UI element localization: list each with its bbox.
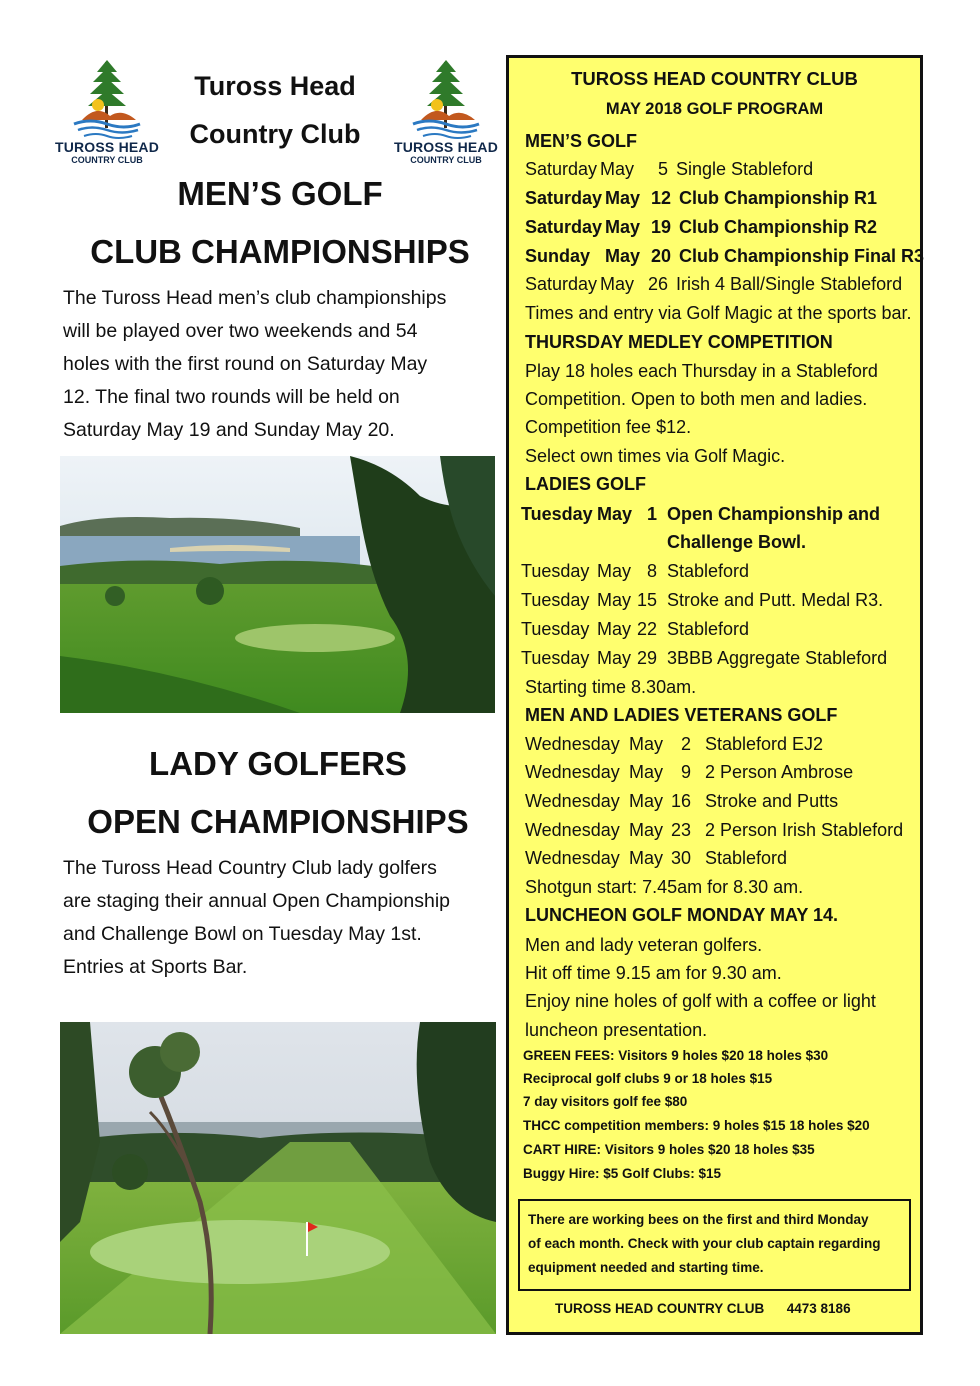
mens-golf-note: Times and entry via Golf Magic at the sports bar. [525, 303, 912, 323]
event-day: Sunday [525, 246, 591, 266]
fees-line: Reciprocal golf clubs 9 or 18 holes $15 [523, 1071, 773, 1086]
event-name: Stableford EJ2 [705, 734, 824, 754]
thursday-line: Competition fee $12. [525, 417, 692, 437]
notice-line: of each month. Check with your club captain regarding [528, 1236, 881, 1251]
club-logo-right [391, 58, 501, 168]
event-name: Club Championship R1 [679, 188, 877, 208]
luncheon-line: luncheon presentation. [525, 1020, 708, 1040]
schedule-row [521, 557, 749, 585]
event-day: Tuesday [521, 648, 590, 668]
event-month: May [600, 274, 635, 294]
logo-text-line2: COUNTRY CLUB [410, 155, 482, 165]
event-month: May [597, 561, 632, 581]
schedule-row [521, 615, 749, 643]
event-date: 30 [670, 848, 691, 868]
mens-golf-heading: MEN’S GOLF [525, 131, 637, 151]
event-name: Single Stableford [676, 159, 814, 179]
paragraph-line: Entries at Sports Bar. [63, 956, 248, 978]
event-day: Tuesday [521, 590, 590, 610]
event-name: Stableford [705, 848, 788, 868]
ladies-championships-heading [38, 735, 518, 851]
fees-line: GREEN FEES: Visitors 9 holes $20 18 holes $30 [523, 1048, 829, 1063]
event-day: Saturday [525, 188, 603, 208]
golf-program-panel [506, 55, 923, 1335]
schedule-row [521, 500, 880, 528]
ladies-golf-note: Starting time 8.30am. [525, 677, 697, 697]
fees-line: 7 day visitors golf fee $80 [523, 1094, 688, 1109]
event-date: 19 [650, 217, 671, 237]
fees-line: THCC competition members: 9 holes $15 18 holes $20 [523, 1118, 870, 1133]
panel-footer: TUROSS HEAD COUNTRY CLUB 4473 8186 [555, 1301, 851, 1316]
luncheon-heading: LUNCHEON GOLF MONDAY MAY 14. [525, 905, 839, 925]
event-month: May [597, 590, 632, 610]
notice-line: There are working bees on the first and third Monday [528, 1212, 869, 1227]
ladies-golf-heading: LADIES GOLF [525, 474, 646, 494]
working-bees-notice [518, 1199, 911, 1291]
mens-championships-heading [40, 165, 520, 281]
paragraph-line: will be played over two weekends and 54 [63, 320, 418, 342]
event-date: 12 [650, 188, 671, 208]
notice-line: equipment needed and starting time. [528, 1260, 764, 1275]
event-day: Tuesday [521, 561, 590, 581]
golf-fairway-flag-photo [60, 1022, 496, 1334]
event-date: 20 [650, 246, 671, 266]
logo-text-line1: TUROSS HEAD [54, 139, 160, 155]
event-date: 22 [637, 619, 658, 639]
schedule-row [525, 758, 853, 786]
ladies-heading-line1: LADY GOLFERS [149, 745, 407, 782]
event-day: Wednesday [525, 734, 620, 754]
event-name: 2 Person Ambrose [705, 762, 854, 782]
veterans-note: Shotgun start: 7.45am for 8.30 am. [525, 877, 804, 897]
event-month: May [597, 619, 632, 639]
event-month: May [629, 762, 664, 782]
schedule-row [525, 155, 813, 183]
program-subtitle: MAY 2018 GOLF PROGRAM [605, 100, 824, 118]
thursday-line: Competition. Open to both men and ladies. [525, 389, 868, 409]
schedule-row [525, 730, 823, 758]
event-name: Stroke and Putt. Medal R3. [667, 590, 884, 610]
event-month: May [629, 848, 664, 868]
event-name: 2 Person Irish Stableford [705, 820, 904, 840]
event-name: 3BBB Aggregate Stableford [667, 648, 888, 668]
schedule-row [525, 270, 902, 298]
ladies-championships-paragraph [63, 852, 450, 984]
event-name: Stroke and Putts [705, 791, 839, 811]
club-logo-left [52, 58, 162, 168]
schedule-row [525, 184, 877, 212]
schedule-row [521, 644, 887, 672]
paragraph-line: Saturday May 19 and Sunday May 20. [63, 419, 395, 441]
paragraph-line: The Tuross Head Country Club lady golfers [63, 857, 437, 879]
luncheon-line: Hit off time 9.15 am for 9.30 am. [525, 963, 782, 983]
event-date: 5 [657, 159, 668, 179]
event-date: 1 [646, 504, 657, 524]
mens-heading-line2: CLUB CHAMPIONSHIPS [90, 233, 470, 270]
event-date: 29 [637, 648, 658, 668]
event-date: 26 [647, 274, 668, 294]
paragraph-line: 12. The final two rounds will be held on [63, 386, 400, 408]
paragraph-line: and Challenge Bowl on Tuesday May 1st. [63, 923, 422, 945]
event-name-continued: Challenge Bowl. [667, 532, 807, 552]
logo-text-line1: TUROSS HEAD [393, 139, 499, 155]
program-title: TUROSS HEAD COUNTRY CLUB [571, 68, 858, 89]
event-day: Tuesday [521, 619, 590, 639]
event-day: Wednesday [525, 762, 620, 782]
ladies-heading-line2: OPEN CHAMPIONSHIPS [87, 803, 469, 840]
thursday-heading: THURSDAY MEDLEY COMPETITION [525, 332, 833, 352]
schedule-row [525, 213, 877, 241]
schedule-row [525, 816, 903, 844]
event-month: May [600, 159, 635, 179]
event-name: Club Championship R2 [679, 217, 877, 237]
club-title-line2: Country Club [189, 119, 361, 149]
event-day: Wednesday [525, 820, 620, 840]
event-day: Saturday [525, 274, 598, 294]
luncheon-line: Men and lady veteran golfers. [525, 935, 763, 955]
event-date: 16 [670, 791, 691, 811]
event-month: May [597, 504, 633, 524]
club-title [160, 62, 390, 158]
event-day: Saturday [525, 217, 603, 237]
logo-text-line2: COUNTRY CLUB [71, 155, 143, 165]
thursday-line: Play 18 holes each Thursday in a Stableford [525, 361, 878, 381]
schedule-row [525, 844, 787, 872]
event-date: 8 [646, 561, 657, 581]
luncheon-line: Enjoy nine holes of golf with a coffee or light [525, 991, 876, 1011]
event-month: May [629, 734, 664, 754]
paragraph-line: holes with the first round on Saturday May [63, 353, 428, 375]
event-month: May [605, 217, 641, 237]
event-month: May [605, 188, 641, 208]
event-date: 2 [680, 734, 691, 754]
event-name: Club Championship Final R3 [679, 246, 925, 266]
event-month: May [605, 246, 641, 266]
event-month: May [629, 791, 664, 811]
mens-heading-line1: MEN’S GOLF [177, 175, 383, 212]
thursday-line: Select own times via Golf Magic. [525, 446, 786, 466]
event-name: Stableford [667, 561, 750, 581]
veterans-heading: MEN AND LADIES VETERANS GOLF [525, 705, 838, 725]
mens-championships-paragraph [63, 282, 446, 447]
event-month: May [597, 648, 632, 668]
schedule-row [521, 586, 883, 614]
fees-line: Buggy Hire: $5 Golf Clubs: $15 [523, 1166, 722, 1181]
event-name: Stableford [667, 619, 750, 639]
club-title-line1: Tuross Head [194, 71, 356, 101]
event-day: Saturday [525, 159, 598, 179]
fees-line: CART HIRE: Visitors 9 holes $20 18 holes $35 [523, 1142, 815, 1157]
event-date: 23 [670, 820, 691, 840]
pine-tree-logo-icon [391, 58, 501, 140]
paragraph-line: are staging their annual Open Championship [63, 890, 451, 912]
event-day: Wednesday [525, 848, 620, 868]
event-date: 15 [637, 590, 658, 610]
event-month: May [629, 820, 664, 840]
event-day: Wednesday [525, 791, 620, 811]
golf-course-ocean-photo [60, 456, 495, 713]
event-name: Open Championship and [667, 504, 881, 524]
schedule-row [525, 242, 924, 270]
paragraph-line: The Tuross Head men’s club championships [63, 287, 447, 309]
pine-tree-logo-icon [52, 58, 162, 140]
event-name: Irish 4 Ball/Single Stableford [676, 274, 903, 294]
schedule-row [525, 787, 838, 815]
event-day: Tuesday [521, 504, 593, 524]
event-date: 9 [680, 762, 691, 782]
